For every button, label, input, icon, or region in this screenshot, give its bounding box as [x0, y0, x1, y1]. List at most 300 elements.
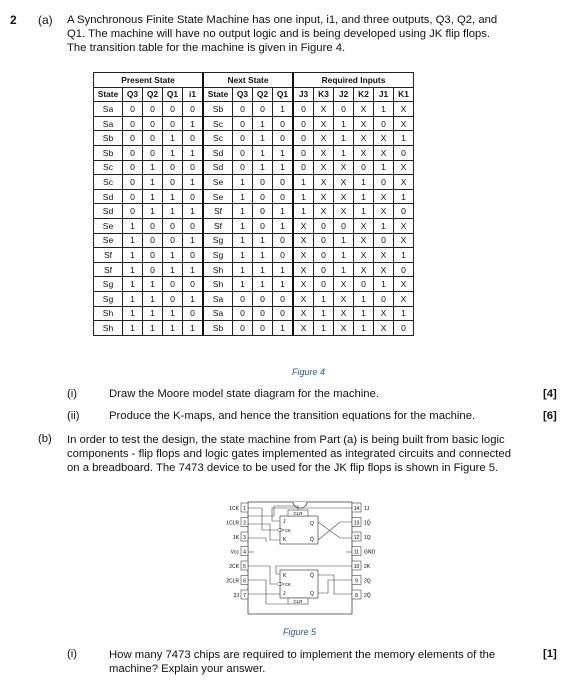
column-header: K2: [354, 87, 374, 102]
table-row: [94, 145, 414, 160]
table-cell: Sd: [203, 145, 233, 160]
table-cell: 1: [253, 277, 273, 292]
table-cell: 0: [163, 116, 183, 131]
table-row: [94, 233, 414, 248]
table-cell: Sd: [94, 204, 123, 219]
table-cell: 1: [374, 102, 394, 117]
column-header: Q2: [143, 87, 163, 102]
pin-label: 1Q: [364, 534, 371, 541]
ff1-qbar-label: Q̄: [310, 537, 314, 543]
table-cell: 1: [273, 160, 294, 175]
table-cell: 0: [314, 248, 334, 263]
table-cell: 1: [354, 175, 374, 190]
table-cell: 0: [394, 262, 414, 277]
table-cell: 0: [183, 160, 204, 175]
table-cell: X: [394, 291, 414, 306]
table-cell: 1: [334, 131, 354, 146]
pin-label: 2CK: [229, 563, 239, 570]
table-cell: 0: [123, 145, 143, 160]
table-cell: 0: [143, 218, 163, 233]
table-cell: X: [354, 218, 374, 233]
table-cell: 0: [163, 277, 183, 292]
table-cell: 0: [123, 189, 143, 204]
table-cell: 1: [143, 160, 163, 175]
table-cell: X: [314, 204, 334, 219]
table-cell: X: [394, 116, 414, 131]
table-cell: 0: [394, 145, 414, 160]
column-header: Q2: [253, 87, 273, 102]
table-cell: Sh: [203, 277, 233, 292]
table-cell: X: [293, 262, 314, 277]
table-cell: 1: [233, 189, 253, 204]
column-header: Q3: [123, 87, 143, 102]
table-cell: 1: [163, 262, 183, 277]
table-row: [94, 131, 414, 146]
table-cell: 0: [233, 160, 253, 175]
table-cell: 1: [334, 145, 354, 160]
table-row: [94, 321, 414, 336]
table-cell: 0: [123, 175, 143, 190]
table-cell: 1: [334, 116, 354, 131]
table-cell: Sf: [203, 218, 233, 233]
ff2-j-label: J: [283, 591, 286, 597]
table-cell: 0: [273, 175, 294, 190]
table-cell: 0: [233, 102, 253, 117]
table-cell: 0: [293, 145, 314, 160]
group-header-required-inputs: Required Inputs: [293, 73, 414, 88]
table-cell: 0: [123, 131, 143, 146]
group-header-present-state: Present State: [94, 73, 204, 88]
table-cell: 1: [123, 218, 143, 233]
table-cell: 0: [233, 306, 253, 321]
table-cell: 1: [253, 248, 273, 263]
table-cell: Sa: [203, 291, 233, 306]
table-cell: Sg: [203, 248, 233, 263]
table-cell: X: [394, 102, 414, 117]
table-cell: 0: [183, 102, 204, 117]
table-cell: 1: [183, 204, 204, 219]
table-cell: 1: [354, 204, 374, 219]
table-cell: 1: [233, 175, 253, 190]
part-b-line: components - flip flops and logic gates implemented as integrated circuits and connected: [67, 448, 511, 461]
table-cell: 0: [253, 102, 273, 117]
pin-label: 2Q: [364, 578, 371, 585]
table-cell: Sh: [94, 306, 123, 321]
table-cell: X: [394, 277, 414, 292]
table-cell: 1: [354, 306, 374, 321]
table-cell: 1: [163, 145, 183, 160]
question-intro: [67, 13, 567, 56]
pin-number: 1: [243, 505, 246, 512]
table-cell: 1: [233, 277, 253, 292]
table-cell: 0: [253, 306, 273, 321]
pin-label: 1K: [232, 534, 239, 541]
table-cell: 1: [233, 248, 253, 263]
table-cell: 1: [314, 306, 334, 321]
pin-label: 2CLR: [226, 578, 239, 585]
part-b-line: on a breadboard. The 7473 device to be used for the JK flip flops is shown in Figure 5.: [67, 462, 499, 475]
table-cell: 1: [354, 189, 374, 204]
table-cell: 0: [253, 321, 273, 336]
table-cell: X: [374, 306, 394, 321]
table-cell: X: [394, 218, 414, 233]
table-cell: 1: [273, 102, 294, 117]
ff1-clock-bubble: [278, 529, 281, 532]
table-cell: 1: [334, 262, 354, 277]
pin-label: 1CLR: [226, 520, 239, 527]
table-cell: 1: [123, 233, 143, 248]
pin-number: 13: [353, 520, 360, 527]
table-cell: 1: [253, 116, 273, 131]
table-cell: X: [293, 291, 314, 306]
table-cell: 0: [354, 160, 374, 175]
table-cell: Sg: [94, 277, 123, 292]
table-cell: X: [314, 145, 334, 160]
table-cell: X: [374, 204, 394, 219]
table-cell: 0: [143, 131, 163, 146]
table-cell: Sb: [94, 131, 123, 146]
ff2-ck-label: CK: [285, 582, 291, 587]
table-cell: X: [314, 116, 334, 131]
table-cell: X: [293, 321, 314, 336]
table-cell: X: [334, 175, 354, 190]
table-cell: 0: [354, 277, 374, 292]
table-cell: 0: [123, 102, 143, 117]
table-cell: 1: [293, 189, 314, 204]
table-cell: X: [374, 248, 394, 263]
table-row: [94, 277, 414, 292]
table-cell: 1: [273, 321, 294, 336]
table-cell: 1: [253, 262, 273, 277]
table-cell: X: [354, 145, 374, 160]
table-cell: 0: [163, 175, 183, 190]
table-cell: 1: [354, 321, 374, 336]
table-cell: 1: [233, 233, 253, 248]
table-cell: 1: [314, 321, 334, 336]
pin-number: 9: [355, 578, 358, 585]
table-cell: 1: [183, 321, 204, 336]
figure-5-caption: Figure 5: [283, 627, 317, 637]
table-row: [94, 116, 414, 131]
table-cell: 0: [314, 262, 334, 277]
table-cell: X: [374, 189, 394, 204]
intro-line: Q1. The machine will have no output logic and is being developed using JK flip flops.: [67, 28, 491, 41]
table-cell: 0: [233, 321, 253, 336]
table-cell: 0: [334, 218, 354, 233]
ff1-k-label: K: [283, 537, 287, 543]
table-cell: Sf: [94, 248, 123, 263]
column-header: K1: [394, 87, 414, 102]
table-cell: X: [334, 291, 354, 306]
table-row: [94, 248, 414, 263]
table-cell: 0: [374, 116, 394, 131]
part-a-ii-text: Produce the K-maps, and hence the transition equations for the machine.: [109, 410, 476, 422]
table-cell: X: [394, 233, 414, 248]
part-b-i-line: machine? Explain your answer.: [109, 663, 266, 676]
table-cell: 1: [123, 306, 143, 321]
table-cell: X: [374, 262, 394, 277]
table-cell: Sb: [203, 321, 233, 336]
table-cell: 0: [183, 131, 204, 146]
table-cell: 0: [334, 102, 354, 117]
table-cell: X: [354, 262, 374, 277]
table-cell: 1: [374, 160, 394, 175]
table-cell: 0: [163, 102, 183, 117]
table-cell: X: [293, 277, 314, 292]
table-cell: 0: [123, 116, 143, 131]
table-cell: X: [334, 321, 354, 336]
table-cell: 1: [334, 248, 354, 263]
table-cell: 1: [253, 145, 273, 160]
table-cell: X: [293, 233, 314, 248]
table-cell: Sc: [94, 175, 123, 190]
pin-number: 4: [243, 549, 246, 556]
ff1-clr-label: CLR: [293, 511, 303, 516]
pin-number: 6: [243, 578, 246, 585]
table-cell: Sa: [94, 116, 123, 131]
table-cell: 1: [394, 131, 414, 146]
table-cell: 1: [123, 321, 143, 336]
table-cell: 0: [163, 291, 183, 306]
table-cell: 0: [374, 291, 394, 306]
table-cell: 0: [394, 204, 414, 219]
part-a-ii-marks: [6]: [543, 410, 557, 422]
table-cell: 0: [253, 189, 273, 204]
table-cell: Sb: [203, 102, 233, 117]
table-cell: 0: [374, 233, 394, 248]
table-cell: 1: [394, 189, 414, 204]
table-cell: 0: [253, 175, 273, 190]
table-cell: 0: [293, 116, 314, 131]
table-cell: Sc: [94, 160, 123, 175]
table-cell: X: [354, 248, 374, 263]
table-cell: X: [334, 160, 354, 175]
table-cell: 1: [183, 291, 204, 306]
part-b-text: [67, 433, 511, 476]
column-header: J2: [334, 87, 354, 102]
table-cell: 1: [273, 277, 294, 292]
table-cell: X: [334, 277, 354, 292]
ff1-ck-label: CK: [285, 528, 291, 533]
table-cell: 1: [143, 204, 163, 219]
column-header: K3: [314, 87, 334, 102]
part-b-line: In order to test the design, the state machine from Part (a) is being built from basic logic: [67, 434, 505, 446]
table-cell: 1: [253, 160, 273, 175]
table-cell: Sa: [94, 102, 123, 117]
table-row: [94, 262, 414, 277]
part-b-i-marks: [1]: [543, 648, 557, 660]
part-b-label: (b): [38, 433, 52, 445]
table-cell: 0: [183, 248, 204, 263]
table-cell: 1: [374, 277, 394, 292]
table-cell: 0: [143, 248, 163, 263]
column-header: J3: [293, 87, 314, 102]
table-cell: X: [314, 175, 334, 190]
table-cell: X: [374, 321, 394, 336]
column-header: J1: [374, 87, 394, 102]
table-cell: 1: [394, 306, 414, 321]
table-row: [94, 218, 414, 233]
table-cell: 1: [233, 218, 253, 233]
table-cell: X: [314, 131, 334, 146]
ff1-j-label: J: [283, 519, 286, 525]
table-cell: 0: [163, 218, 183, 233]
table-cell: Sd: [94, 189, 123, 204]
column-header: Q3: [233, 87, 253, 102]
table-cell: 0: [233, 291, 253, 306]
table-cell: 0: [143, 102, 163, 117]
table-cell: Sa: [203, 306, 233, 321]
table-cell: X: [394, 160, 414, 175]
pin-number: 14: [353, 505, 360, 512]
table-cell: 1: [143, 175, 163, 190]
table-cell: 0: [143, 145, 163, 160]
table-cell: 0: [183, 189, 204, 204]
pin-number: 11: [353, 549, 360, 556]
part-a-label: (a): [38, 13, 53, 27]
table-cell: 0: [374, 175, 394, 190]
table-cell: 0: [293, 131, 314, 146]
table-cell: 1: [143, 277, 163, 292]
table-cell: 0: [314, 218, 334, 233]
part-a-i-label: (i): [67, 388, 78, 400]
table-cell: 0: [233, 145, 253, 160]
column-header: Q1: [273, 87, 294, 102]
table-cell: 1: [314, 291, 334, 306]
table-cell: X: [334, 204, 354, 219]
ff1-q-label: Q: [310, 521, 314, 527]
table-cell: 1: [143, 189, 163, 204]
table-cell: 0: [273, 248, 294, 263]
part-a-i-marks: [4]: [543, 388, 557, 400]
table-cell: 1: [183, 145, 204, 160]
table-cell: X: [334, 189, 354, 204]
pin-number: 2: [243, 520, 246, 527]
table-cell: X: [394, 175, 414, 190]
table-cell: 1: [293, 204, 314, 219]
table-cell: X: [374, 145, 394, 160]
group-header-next-state: Next State: [203, 73, 293, 88]
table-cell: 1: [273, 262, 294, 277]
table-cell: 0: [273, 116, 294, 131]
table-cell: Sb: [94, 145, 123, 160]
ic-7473-diagram: [222, 500, 392, 618]
transition-table: [93, 72, 414, 336]
column-header: State: [203, 87, 233, 102]
table-cell: 0: [253, 291, 273, 306]
table-cell: 1: [253, 131, 273, 146]
table-cell: X: [374, 131, 394, 146]
table-cell: 1: [183, 233, 204, 248]
table-cell: Se: [203, 175, 233, 190]
part-b-i-text: [109, 648, 495, 676]
pin-number: 5: [243, 563, 246, 570]
table-cell: Sc: [203, 116, 233, 131]
table-row: [94, 102, 414, 117]
table-cell: 1: [273, 204, 294, 219]
table-cell: 0: [143, 233, 163, 248]
ff2-clock-bubble: [278, 583, 281, 586]
table-cell: 1: [163, 131, 183, 146]
pin-number: 3: [243, 534, 246, 541]
table-cell: 1: [334, 233, 354, 248]
table-cell: 0: [273, 306, 294, 321]
table-cell: 1: [123, 262, 143, 277]
table-cell: 1: [143, 321, 163, 336]
table-cell: 0: [163, 233, 183, 248]
table-cell: 0: [253, 204, 273, 219]
table-cell: 0: [143, 116, 163, 131]
table-cell: X: [334, 306, 354, 321]
table-row: [94, 189, 414, 204]
table-cell: 1: [183, 175, 204, 190]
table-row: [94, 204, 414, 219]
table-cell: X: [293, 218, 314, 233]
table-cell: X: [354, 116, 374, 131]
table-row: [94, 306, 414, 321]
table-cell: 1: [233, 204, 253, 219]
table-cell: X: [293, 306, 314, 321]
column-header: State: [94, 87, 123, 102]
question-number: 2: [10, 13, 17, 27]
table-cell: 1: [123, 291, 143, 306]
table-cell: 0: [293, 160, 314, 175]
table-cell: 0: [273, 233, 294, 248]
table-cell: 1: [273, 145, 294, 160]
table-cell: X: [354, 102, 374, 117]
pin-label: GND: [364, 549, 376, 556]
pin-label: 1Q̄: [364, 520, 371, 527]
table-cell: Sg: [94, 291, 123, 306]
table-cell: 1: [394, 248, 414, 263]
table-cell: 0: [273, 189, 294, 204]
table-cell: 1: [233, 262, 253, 277]
table-cell: 1: [273, 218, 294, 233]
table-cell: Sf: [203, 204, 233, 219]
table-cell: 1: [143, 306, 163, 321]
pin-number: 10: [353, 563, 360, 570]
table-cell: 1: [183, 116, 204, 131]
table-cell: 0: [183, 218, 204, 233]
table-cell: 1: [123, 248, 143, 263]
table-cell: 1: [293, 175, 314, 190]
pin-label: 2J: [233, 592, 239, 599]
column-header: i1: [183, 87, 204, 102]
table-cell: 0: [123, 204, 143, 219]
table-cell: 0: [233, 116, 253, 131]
ff2-clr-label: CLR: [293, 599, 303, 604]
part-a-ii-label: (ii): [67, 410, 80, 422]
table-cell: 0: [183, 277, 204, 292]
table-cell: 1: [163, 321, 183, 336]
table-cell: X: [354, 233, 374, 248]
intro-line: The transition table for the machine is given in Figure 4.: [67, 42, 346, 55]
table-cell: Sf: [94, 262, 123, 277]
table-cell: Sh: [203, 262, 233, 277]
table-cell: 1: [143, 291, 163, 306]
table-row: [94, 160, 414, 175]
pin-label: 2K: [364, 563, 371, 570]
table-cell: Se: [94, 233, 123, 248]
table-cell: 0: [143, 262, 163, 277]
table-cell: 0: [163, 160, 183, 175]
table-cell: 0: [233, 131, 253, 146]
table-cell: 1: [374, 218, 394, 233]
table-cell: 0: [123, 160, 143, 175]
ff2-k-label: K: [283, 573, 287, 579]
table-cell: X: [354, 131, 374, 146]
pin-label: 1J: [364, 505, 370, 512]
